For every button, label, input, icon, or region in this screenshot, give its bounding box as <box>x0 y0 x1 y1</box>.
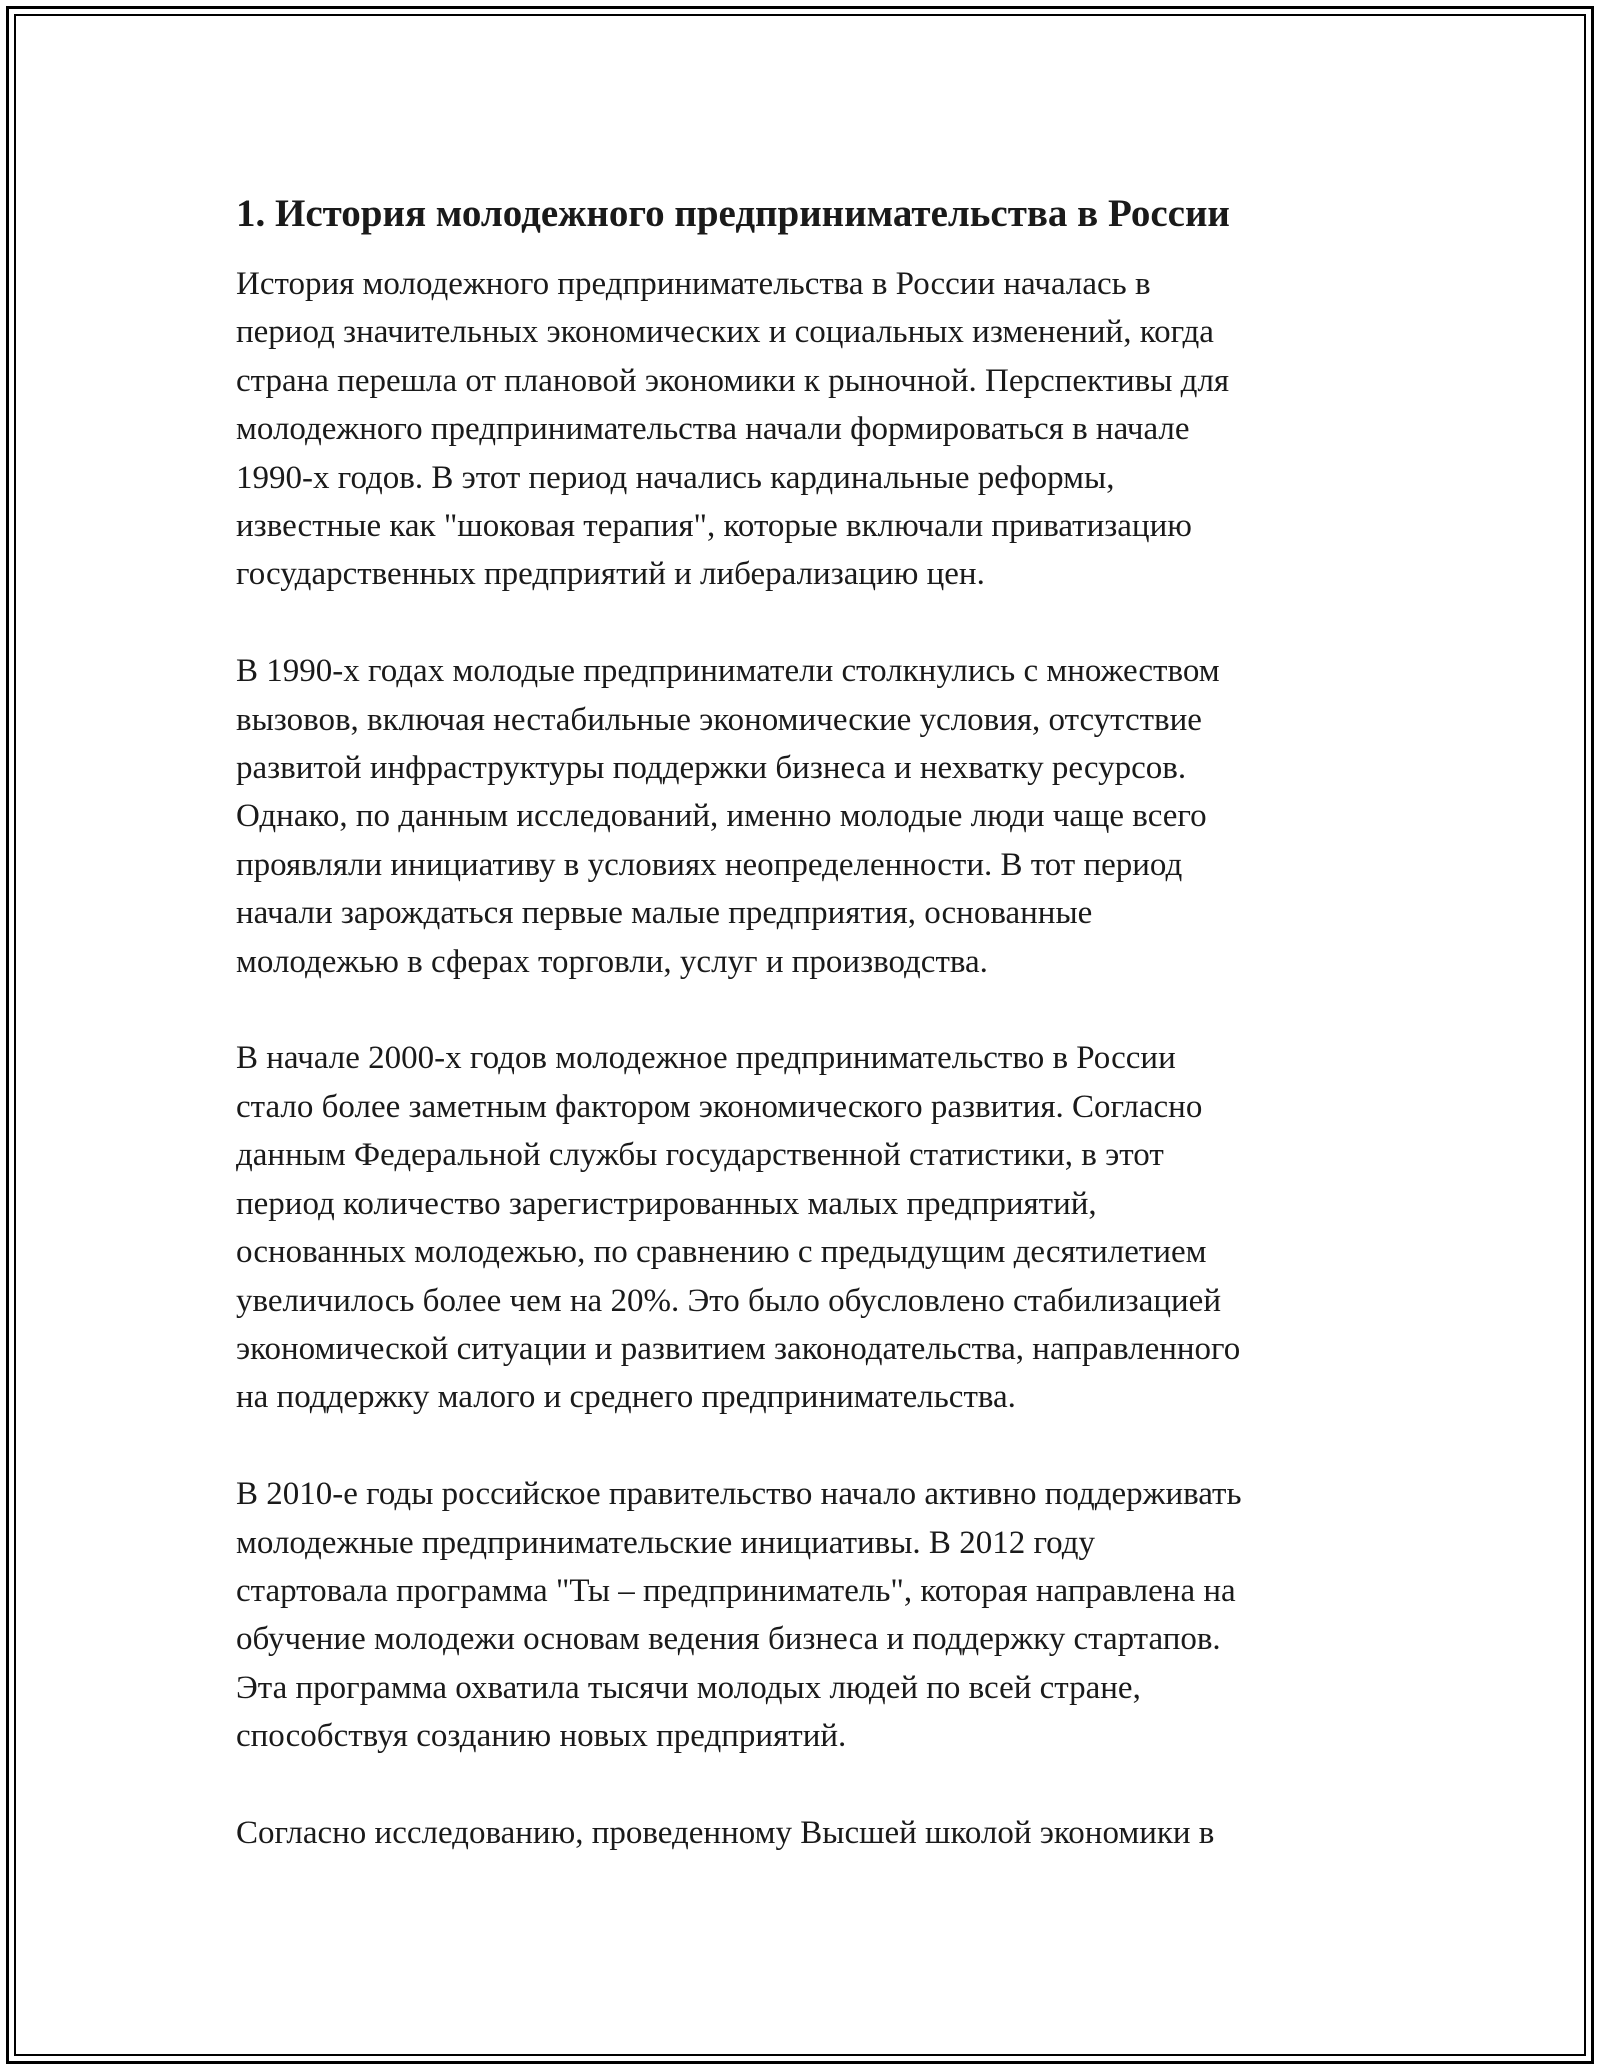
text-line: История молодежного предпринимательства в России началась в <box>236 266 1151 302</box>
text-line: на поддержку малого и среднего предпринимательства. <box>236 1379 1016 1416</box>
text-line: страна перешла от плановой экономики к рыночной. Перспективы для <box>236 362 1230 399</box>
paragraph-3 <box>236 1034 1386 1421</box>
text-line: период количество зарегистрированных малых предприятий, <box>236 1185 1097 1222</box>
text-line: В 1990-х годах молодые предприниматели столкнулись с множеством <box>236 653 1220 690</box>
document-body <box>236 188 1386 1906</box>
text-line: Однако, по данным исследований, именно молодые люди чаще всего <box>236 798 1207 835</box>
text-line: молодежные предпринимательские инициативы. В 2012 году <box>236 1524 1095 1561</box>
paragraph-2 <box>236 647 1386 986</box>
text-line: основанных молодежью, по сравнению с предыдущим десятилетием <box>236 1234 1207 1271</box>
text-line: 1990-х годов. В этот период начались кардинальные реформы, <box>236 459 1115 496</box>
text-line: стартовала программа "Ты – предприниматель", которая направлена на <box>236 1572 1236 1609</box>
text-line: развитой инфраструктуры поддержки бизнеса и нехватку ресурсов. <box>236 750 1187 787</box>
text-line: молодежного предпринимательства начали формироваться в начале <box>236 411 1190 448</box>
text-line: В начале 2000-х годов молодежное предпринимательство в России <box>236 1040 1176 1077</box>
text-line: Эта программа охватила тысячи молодых людей по всей стране, <box>236 1669 1141 1706</box>
text-line: государственных предприятий и либерализацию цен. <box>236 556 985 593</box>
text-line: молодежью в сферах торговли, услуг и производства. <box>236 943 988 980</box>
text-line: увеличилось более чем на 20%. Это было обусловлено стабилизацией <box>236 1282 1221 1319</box>
text-line: обучение молодежи основам ведения бизнеса и поддержку стартапов. <box>236 1621 1221 1658</box>
text-line: известные как "шоковая терапия", которые включали приватизацию <box>236 508 1192 545</box>
text-line: вызовов, включая нестабильные экономические условия, отсутствие <box>236 701 1202 738</box>
text-line: экономической ситуации и развитием законодательства, направленного <box>236 1330 1241 1367</box>
text-line: период значительных экономических и социальных изменений, когда <box>236 314 1214 351</box>
text-line: начали зарождаться первые малые предприятия, основанные <box>236 895 1093 932</box>
text-line: способствуя созданию новых предприятий. <box>236 1718 847 1755</box>
text-line: проявляли инициативу в условиях неопределенности. В тот период <box>236 846 1183 883</box>
text-line: В 2010-е годы российское правительство начало активно поддерживать <box>236 1476 1242 1513</box>
text-line: Согласно исследованию, проведенному Высшей школой экономики в <box>236 1814 1215 1851</box>
text-line: стало более заметным фактором экономического развития. Согласно <box>236 1088 1203 1125</box>
paragraph-4 <box>236 1470 1386 1760</box>
paragraph-5 <box>236 1809 1386 1857</box>
paragraph-1 <box>236 260 1386 599</box>
text-line: данным Федеральной службы государственной статистики, в этот <box>236 1137 1164 1174</box>
section-heading: 1. История молодежного предпринимательства в России <box>236 192 1230 235</box>
